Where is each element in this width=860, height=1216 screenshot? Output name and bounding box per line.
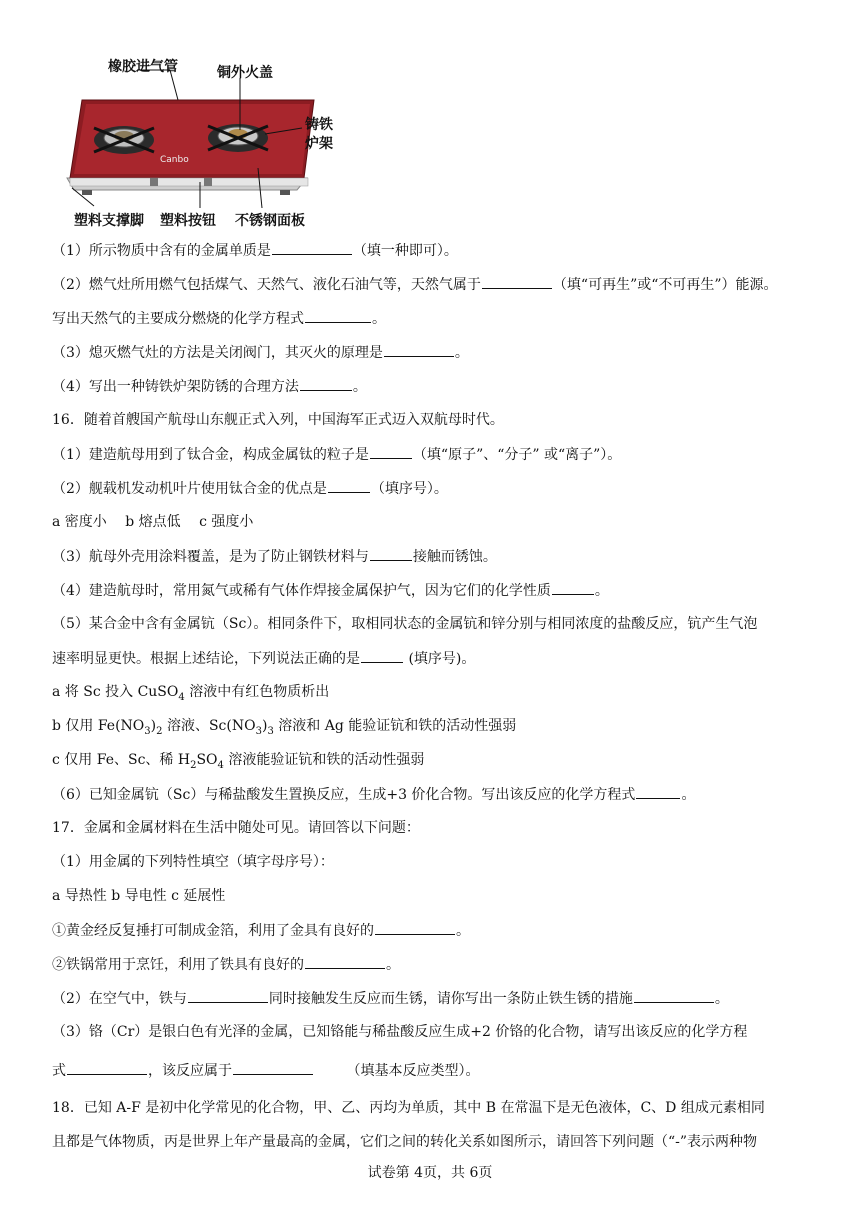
- q16-part2-options: a 密度小 b 熔点低 c 强度小: [52, 514, 254, 530]
- q16-part4: （4）建造航母时，常用氮气或稀有气体作焊接金属保护气，因为它们的化学性质 。: [52, 580, 609, 601]
- q16-part1: （1）建造航母用到了钛合金，构成金属钛的粒子是 （填“原子”、“分子” 或“离子”）。: [52, 444, 621, 465]
- answer-blank[interactable]: [634, 988, 714, 1003]
- q18-line1: 18．已知 A-F 是初中化学常见的化合物，甲、乙、丙均为单质，其中 B 在常温下是无色液体，C、D 组成元素相同: [52, 1100, 765, 1116]
- q16-part5-line1: （5）某合金中含有金属钪（Sc）。相同条件下，取相同状态的金属钪和锌分别与相同浓度的盐酸反应，钪产生气泡: [52, 616, 758, 632]
- label-copper-cap: 铜外火盖: [217, 65, 273, 81]
- brand-logo: Canbo: [160, 155, 189, 165]
- page-footer: 试卷第 4页，共 6页: [367, 1165, 493, 1181]
- q16-option-b: b 仅用 $Fe(NO_3)_2$ 溶液、$Sc(NO_3)_3$ 溶液和 Ag 能验证钪和铁的活动性强弱: [52, 718, 517, 737]
- q15-part3: （3）熄灭燃气灶的方法是关闭阀门，其灭火的原理是 。: [52, 342, 469, 363]
- q16-part2: （2）舰载机发动机叶片使用钛合金的优点是 （填序号）。: [52, 478, 448, 499]
- label-plastic-feet: 塑料支撑脚: [74, 213, 144, 229]
- answer-blank[interactable]: [370, 546, 412, 561]
- answer-blank[interactable]: [370, 444, 412, 459]
- answer-blank[interactable]: [636, 784, 680, 799]
- label-rubber-tube: 橡胶进气管: [108, 59, 178, 75]
- answer-blank[interactable]: [305, 308, 371, 323]
- q15-part1: （1）所示物质中含有的金属单质是 （填一种即可）。: [52, 240, 458, 261]
- answer-blank[interactable]: [375, 920, 455, 935]
- answer-blank[interactable]: [305, 954, 385, 969]
- label-iron-rack-1: 铸铁: [305, 117, 333, 133]
- answer-blank[interactable]: [67, 1060, 147, 1075]
- q16-part3: （3）航母外壳用涂料覆盖，是为了防止钢铁材料与 接触而锈蚀。: [52, 546, 497, 567]
- answer-blank[interactable]: [233, 1060, 313, 1075]
- q17-part1-options: a 导热性 b 导电性 c 延展性: [52, 888, 226, 904]
- answer-blank[interactable]: [552, 580, 594, 595]
- q15-part2: （2）燃气灶所用燃气包括煤气、天然气、液化石油气等，天然气属于 （填“可再生”或“不可再生”）能源。: [52, 274, 778, 295]
- q17-stem: 17．金属和金属材料在生活中随处可见。请回答以下问题：: [52, 820, 420, 836]
- label-plastic-knob: 塑料按钮: [160, 213, 216, 229]
- q16-part5-line2: 速率明显更快。根据上述结论，下列说法正确的是 (填序号)。: [52, 648, 475, 669]
- answer-blank[interactable]: [482, 274, 552, 289]
- q16-option-a: a 将 Sc 投入 CuSO$_4$ 溶液中有红色物质析出: [52, 684, 330, 703]
- q16-part6: （6）已知金属钪（Sc）与稀盐酸发生置换反应，生成+3 价化合物。写出该反应的化学方程式 。: [52, 784, 695, 805]
- q17-item1: ①黄金经反复捶打可制成金箔，利用了金具有良好的 。: [52, 920, 470, 941]
- q16-stem: 16．随着首艘国产航母山东舰正式入列，中国海军正式迈入双航母时代。: [52, 412, 504, 428]
- answer-blank[interactable]: [272, 240, 352, 255]
- answer-blank[interactable]: [384, 342, 454, 357]
- q17-part3-line1: （3）铬（Cr）是银白色有光泽的金属，已知铬能与稀盐酸反应生成+2 价铬的化合物，请写出该反应的化学方程: [52, 1024, 748, 1040]
- answer-blank[interactable]: [328, 478, 370, 493]
- q15-part4: （4）写出一种铸铁炉架防锈的合理方法 。: [52, 376, 367, 397]
- q15-part2-equation: 写出天然气的主要成分燃烧的化学方程式 。: [52, 308, 386, 329]
- answer-blank[interactable]: [361, 648, 403, 663]
- q16-option-c: c 仅用 Fe、Sc、稀 $H_2SO_4$ 溶液能验证钪和铁的活动性强弱: [52, 752, 425, 771]
- q17-part1: （1）用金属的下列特性填空（填字母序号）：: [52, 854, 334, 870]
- q18-line2: 且都是气体物质，丙是世界上年产量最高的金属，它们之间的转化关系如图所示，请回答下列问题（“-”表示两种物: [52, 1134, 758, 1150]
- label-steel-panel: 不锈钢面板: [235, 213, 305, 229]
- q17-item2: ②铁锅常用于烹饪，利用了铁具有良好的 。: [52, 954, 400, 975]
- gas-stove-figure: [52, 48, 352, 238]
- label-iron-rack-2: 炉架: [305, 136, 333, 152]
- q17-part3-line2: 式 ，该反应属于 （填基本反应类型）。: [52, 1060, 479, 1081]
- answer-blank[interactable]: [188, 988, 268, 1003]
- q17-part2: （2）在空气中，铁与 同时接触发生反应而生锈，请你写出一条防止铁生锈的措施 。: [52, 988, 729, 1009]
- answer-blank[interactable]: [300, 376, 352, 391]
